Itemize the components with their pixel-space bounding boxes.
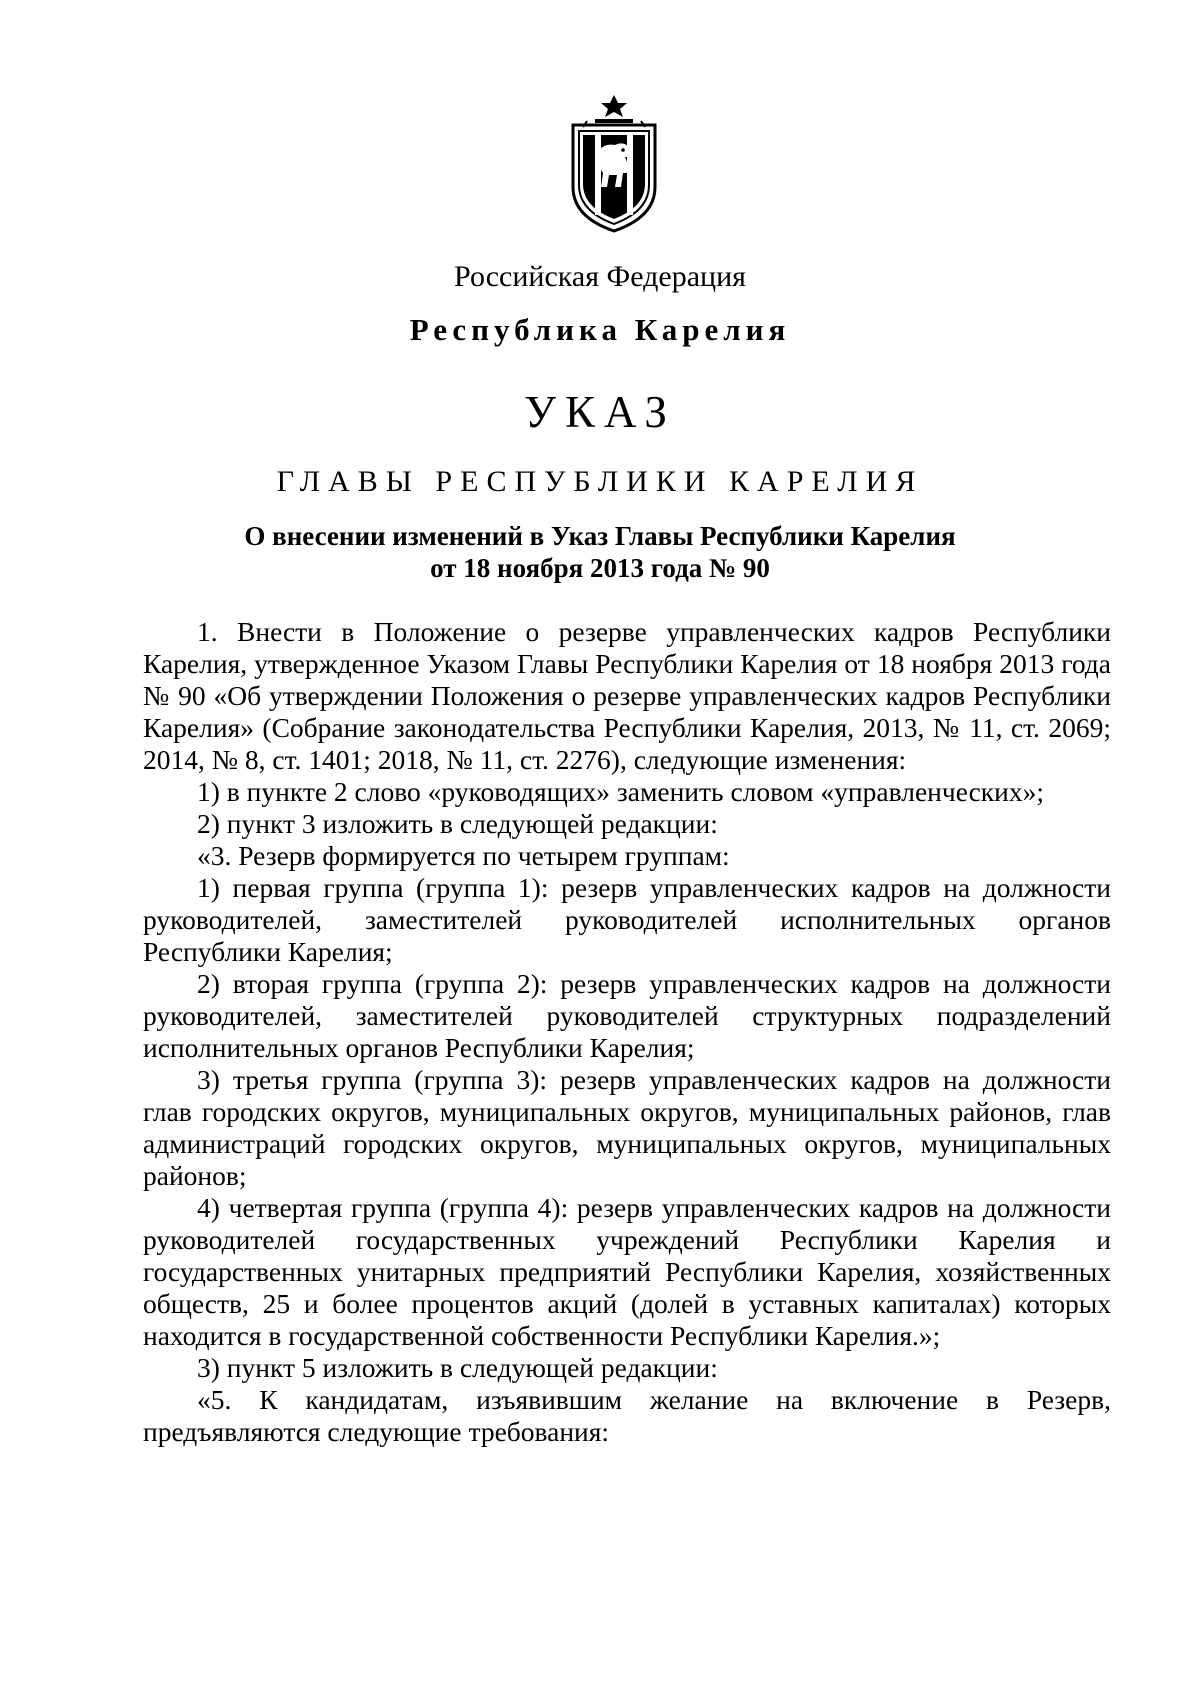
paragraph: 3) третья группа (группа 3): резерв управленческих кадров на должности глав городских округов, муниципальных округов, муниципальных районов, глав администраций городских округов, муниципальных округов, муниципальных районов;: [143, 1064, 1111, 1191]
country-title: Российская Федерация: [454, 260, 746, 293]
karelia-coat-of-arms-icon: [565, 95, 663, 233]
document-subject: [0, 520, 1200, 584]
paragraph: 1) в пункте 2 слово «руководящих» заменить словом «управленческих»;: [197, 776, 1045, 807]
republic-title: Республика Карелия: [409, 312, 791, 347]
document-type: УКАЗ: [524, 387, 676, 437]
issuer-title: ГЛАВЫ РЕСПУБЛИКИ КАРЕЛИЯ: [276, 465, 924, 498]
paragraph: 3) пункт 5 изложить в следующей редакции:: [197, 1352, 718, 1383]
paragraph: 2) вторая группа (группа 2): резерв управленческих кадров на должности руководителей, заместителей руководителей структурных подразделений исполнительных органов Республики Карелия;: [143, 968, 1111, 1063]
paragraph: 4) четвертая группа (группа 4): резерв управленческих кадров на должности руководителей государственных учреждений Республики Карелия и государственных унитарных предприятий Республики Карелия, хозяйственных обществ, 25 и более процентов акций (долей в уставных капиталах) которых находится в государственной собственности Республики Карелия.»;: [143, 1192, 1111, 1351]
paragraph: 1. Внести в Положение о резерве управленческих кадров Республики Карелия, утвержденное Указом Главы Республики Карелия от 18 ноября 2013 года № 90 «Об утверждении Положения о резерве управленческих кадров Республики Карелия» (Собрание законодательства Республики Карелия, 2013, № 11, ст. 2069; 2014, № 8, ст. 1401; 2018, № 11, ст. 2276), следующие изменения:: [143, 616, 1111, 775]
document-body: [143, 616, 1111, 1448]
paragraph: 2) пункт 3 изложить в следующей редакции:: [197, 808, 718, 839]
paragraph: «3. Резерв формируется по четырем группам:: [197, 840, 730, 871]
paragraph: 1) первая группа (группа 1): резерв управленческих кадров на должности руководителей, заместителей руководителей исполнительных органов Республики Карелия;: [143, 872, 1111, 967]
paragraph: «5. К кандидатам, изъявившим желание на включение в Резерв, предъявляются следующие требования:: [143, 1384, 1111, 1447]
subject-line-1: О внесении изменений в Указ Главы Республики Карелия: [244, 521, 956, 551]
subject-line-2: от 18 ноября 2013 года № 90: [430, 553, 770, 583]
